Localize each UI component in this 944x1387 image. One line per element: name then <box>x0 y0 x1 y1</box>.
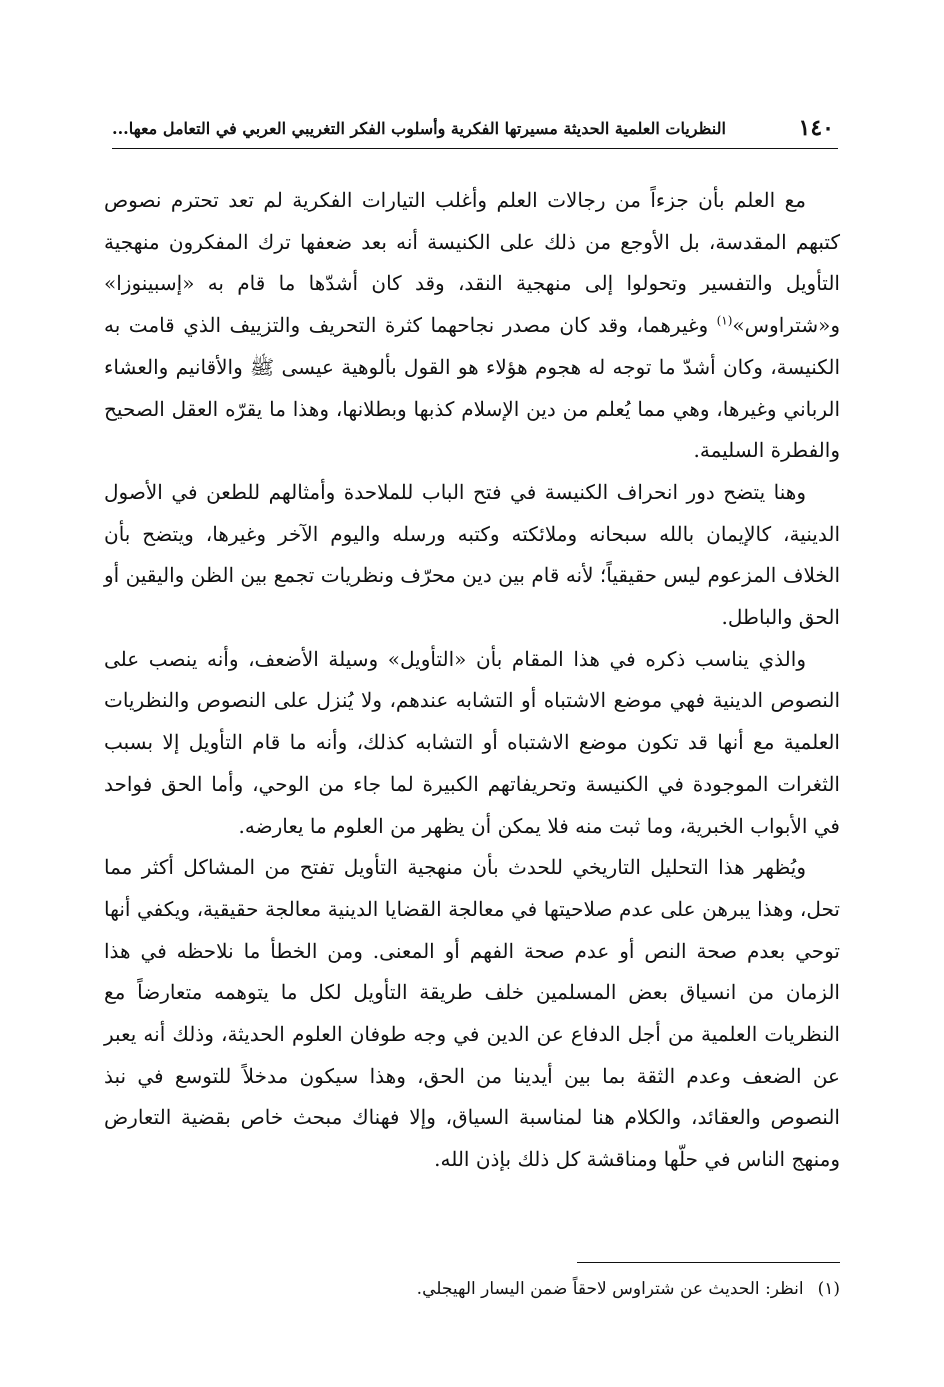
footnote-reference: (١) <box>716 313 733 328</box>
paragraph-3: والذي يناسب ذكره في هذا المقام بأن «التأويل» وسيلة الأضعف، وأنه ينصب على النصوص الدينية فهي موضع الاشتباه أو التشابه عندهم، ولا يُنزل على النصوص والنظريات العلمية مع أنها قد تكون موضع الاشتباه أو التشابه كذلك، وأنه ما قام التأويل إلا بسبب الثغرات الموجودة في الكنيسة وتحريفاتهم الكبيرة لما جاء من الوحي، وأما الحق فواحد في الأبواب الخبرية، وما ثبت منه فلا يمكن أن يظهر من العلوم ما يعارضه. <box>104 646 840 838</box>
footnote <box>104 1276 840 1302</box>
footnote-marker: (١) <box>817 1279 840 1299</box>
page-number: ١٤٠ <box>798 115 834 141</box>
running-title: النظريات العلمية الحديثة مسيرتها الفكرية وأسلوب الفكر التغريبي العربي في التعامل معها... <box>112 118 726 138</box>
paragraph-2: وهنا يتضح دور انحراف الكنيسة في فتح الباب للملاحدة وأمثالهم للطعن في الأصول الدينية، كالإيمان بالله سبحانه وملائكته وكتبه ورسله واليوم الآخر وغيرها، ويتضح بأن الخلاف المزعوم ليس حقيقياً؛ لأنه قام بين دين محرّف ونظريات تجمع بين الظن واليقين أو الحق والباطل. <box>104 479 840 630</box>
paragraph-1 <box>104 180 840 472</box>
footnote-text: انظر: الحديث عن شتراوس لاحقاً ضمن اليسار الهيجلي. <box>416 1279 804 1299</box>
footnote-rule <box>577 1262 840 1263</box>
paragraph-1-text-a: مع العلم بأن جزءاً من رجالات العلم وأغلب التيارات الفكرية لم تعد تحترم نصوص كتبهم المقدسة، بل الأوجع من ذلك على الكنيسة أنه بعد ضعفها ترك المفكرون منهجية التأويل والتفسير وتحولوا إلى منهجية النقد، وقد كان أشدّها ما قام به «إسبينوزا» و«شتراوس» <box>104 188 840 338</box>
paragraph-4: ويُظهر هذا التحليل التاريخي للحدث بأن منهجية التأويل تفتح من المشاكل أكثر مما تحل، وهذا يبرهن على عدم صلاحيتها في معالجة القضايا الدينية معالجة حقيقية، ويكفي أنها توحي بعدم صحة النص أو عدم صحة الفهم أو المعنى. ومن الخطأ ما نلاحظه في هذا الزمان من انسياق بعض المسلمين خلف طريقة التأويل لكل ما يتوهمه متعارضاً مع النظريات العلمية من أجل الدفاع عن الدين في وجه طوفان العلوم الحديثة، وذلك أنه يعبر عن الضعف وعدم الثقة بما بين أيدينا من الحق، وهذا سيكون مدخلاً للتوسع في نبذ النصوص والعقائد، والكلام هنا لمناسبة السياق، وإلا فهناك مبحث خاص بقضية التعارض ومنهج الناس في حلّها ومناقشة كل ذلك بإذن الله. <box>104 855 840 1172</box>
page-header <box>112 110 838 146</box>
header-rule <box>112 148 838 149</box>
paragraph-1-text-b: وغيرهما، وقد كان مصدر نجاحهما كثرة التحريف والتزييف الذي قامت به الكنيسة، وكان أشدّ ما توجه له هجوم هؤلاء هو القول بألوهية عيسى ﷺ والأقانيم والعشاء الرباني وغيرها، وهي مما يُعلم من دين الإسلام كذبها وبطلانها، وهذا ما يقرّه العقل الصحيح والفطرة السليمة. <box>104 313 840 463</box>
main-text <box>104 180 840 1181</box>
